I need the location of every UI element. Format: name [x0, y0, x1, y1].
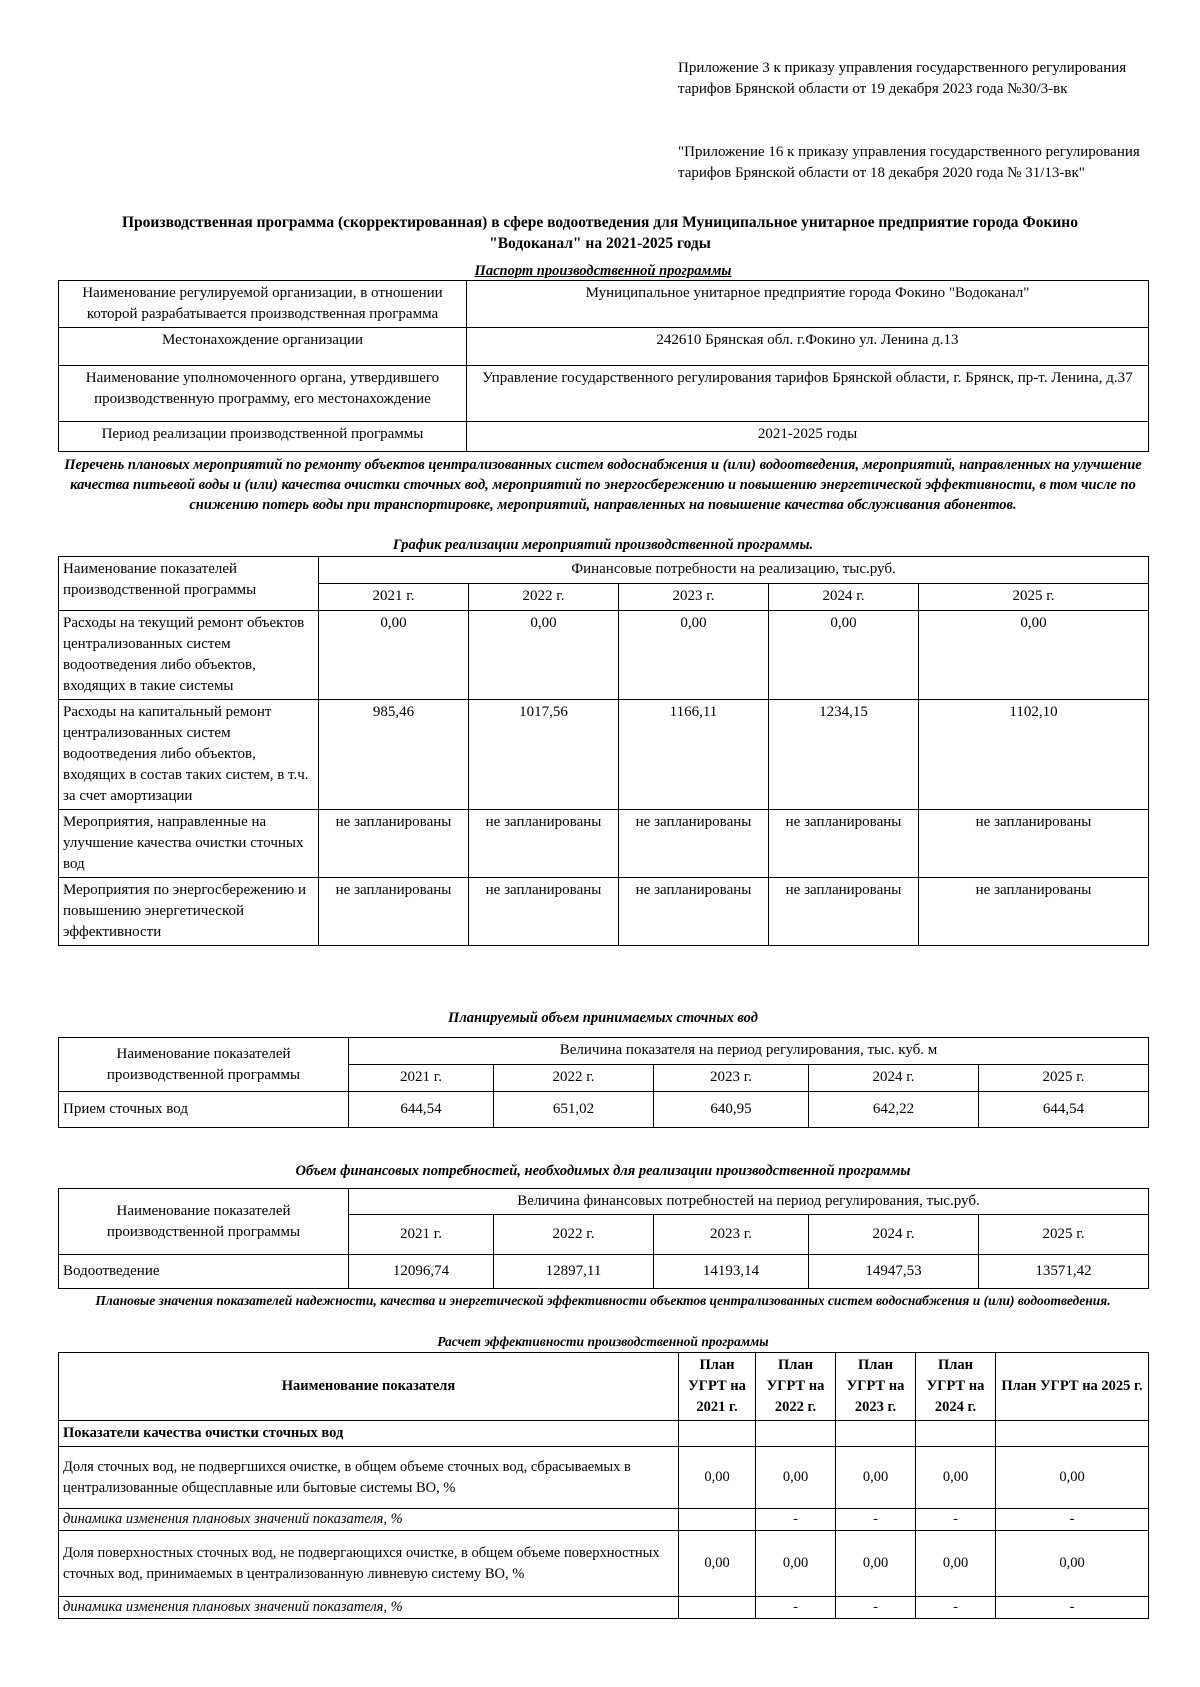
measures-schedule-caption: График реализации мероприятий производственной программы. — [392, 537, 814, 553]
table-row — [59, 1509, 1149, 1531]
year-header: 2024 г. — [769, 584, 919, 611]
measures-caption: Перечень плановых мероприятий по ремонту объектов централизованных систем водоснабжения и (или) водоотведения, мероприятий, направленных на улучшение качества питьевой воды и (или) качества очистки сточных вод, мероприятий по энергосбережению и повышению энергетической эффективности, в том числе по снижению потерь воды при транспортировке, мероприятий, направленных на повышение качества обслуживания абонентов. — [64, 457, 1142, 513]
cell-value: 0,00 — [319, 611, 469, 700]
cell-value: не запланированы — [919, 810, 1149, 878]
cell-value: 0,00 — [836, 1531, 916, 1597]
cell-value: 1234,15 — [769, 700, 919, 810]
table-row — [59, 1597, 1149, 1619]
plan-header: План УГРТ на 2021 г. — [679, 1353, 756, 1421]
measures-head-group: Финансовые потребности на реализацию, тыс.руб. — [319, 557, 1149, 584]
passport-value: 2021-2025 годы — [467, 422, 1149, 452]
cell-value: не запланированы — [769, 810, 919, 878]
volume-caption: Планируемый объем принимаемых сточных вод — [448, 1010, 758, 1026]
table-row — [59, 611, 1149, 700]
cell-value: не запланированы — [619, 810, 769, 878]
passport-value: Муниципальное унитарное предприятие города Фокино "Водоканал" — [467, 281, 1149, 328]
cell-value: 0,00 — [756, 1447, 836, 1509]
indicators-caption: Плановые значения показателей надежности, качества и энергетической эффективности объектов централизованных систем водоснабжения и (или) водоотведения. — [95, 1293, 1111, 1308]
table-row — [59, 700, 1149, 810]
cell-value: 13571,42 — [979, 1255, 1149, 1289]
annex-note-1: Приложение 3 к приказу управления государственного регулирования тарифов Брянской области от 19 декабря 2023 года №30/3-вк — [678, 60, 1127, 97]
year-header: 2024 г. — [809, 1065, 979, 1092]
cell-value: 642,22 — [809, 1092, 979, 1128]
passport-label: Период реализации производственной программы — [59, 422, 467, 452]
passport-row — [59, 328, 1149, 366]
row-label: динамика изменения плановых значений показателя, % — [59, 1509, 679, 1531]
year-header: 2022 г. — [469, 584, 619, 611]
section-label: Показатели качества очистки сточных вод — [59, 1421, 679, 1447]
cell-value: не запланированы — [619, 878, 769, 946]
cell-value: не запланированы — [319, 878, 469, 946]
cell-value: 0,00 — [836, 1447, 916, 1509]
cell-value — [679, 1509, 756, 1531]
row-label: Доля сточных вод, не подвергшихся очистке, в общем объеме сточных вод, сбрасываемых в централизованные общесплавные или бытовые системы ВО, % — [59, 1447, 679, 1509]
plan-header: План УГРТ на 2024 г. — [916, 1353, 996, 1421]
cell-value: не запланированы — [469, 878, 619, 946]
cell-value: 0,00 — [469, 611, 619, 700]
cell-value: 0,00 — [916, 1447, 996, 1509]
passport-label: Наименование регулируемой организации, в отношении которой разрабатывается производственная программа — [59, 281, 467, 328]
cell-value: - — [916, 1597, 996, 1619]
cell-value: 0,00 — [769, 611, 919, 700]
year-header: 2021 г. — [349, 1215, 494, 1255]
row-label: Водоотведение — [59, 1255, 349, 1289]
indicators-table — [58, 1352, 1149, 1619]
indicators-head-label: Наименование показателя — [59, 1353, 679, 1421]
cell-value: не запланированы — [469, 810, 619, 878]
title-line-2: "Водоканал" на 2021-2025 годы — [489, 235, 711, 252]
passport-value: 242610 Брянская обл. г.Фокино ул. Ленина д.13 — [467, 328, 1149, 366]
cell-value: - — [756, 1597, 836, 1619]
table-row — [59, 1531, 1149, 1597]
volume-table — [58, 1037, 1149, 1128]
cell-value: не запланированы — [919, 878, 1149, 946]
cell-value: 640,95 — [654, 1092, 809, 1128]
plan-header: План УГРТ на 2025 г. — [996, 1353, 1149, 1421]
row-label: Расходы на капитальный ремонт централизованных систем водоотведения либо объектов, входящих в состав таких систем, в т.ч. за счет амортизации — [59, 700, 319, 810]
finance-caption: Объем финансовых потребностей, необходимых для реализации производственной программы — [295, 1163, 911, 1179]
cell-value: 651,02 — [494, 1092, 654, 1128]
passport-label: Наименование уполномоченного органа, утвердившего производственную программу, его местонахождение — [59, 366, 467, 422]
cell-value: 985,46 — [319, 700, 469, 810]
row-label: Мероприятия, направленные на улучшение качества очистки сточных вод — [59, 810, 319, 878]
cell-value: не запланированы — [769, 878, 919, 946]
year-header: 2023 г. — [654, 1065, 809, 1092]
volume-head-label: Наименование показателей производственной программы — [59, 1038, 349, 1092]
passport-row — [59, 366, 1149, 422]
cell-value: - — [996, 1597, 1149, 1619]
cell-value: 14947,53 — [809, 1255, 979, 1289]
title-line-1: Производственная программа (скорректированная) в сфере водоотведения для Муниципальное унитарное предприятие города Фокино — [121, 214, 1078, 231]
year-header: 2025 г. — [979, 1215, 1149, 1255]
volume-head-group: Величина показателя на период регулирования, тыс. куб. м — [349, 1038, 1149, 1065]
cell-value: 0,00 — [919, 611, 1149, 700]
passport-row — [59, 422, 1149, 452]
cell-value: 0,00 — [996, 1447, 1149, 1509]
row-label: Расходы на текущий ремонт объектов централизованных систем водоотведения либо объектов, входящих в такие системы — [59, 611, 319, 700]
indicators-efficiency-caption: Расчет эффективности производственной программы — [437, 1334, 769, 1349]
cell-value: 644,54 — [979, 1092, 1149, 1128]
cell-value: 1166,11 — [619, 700, 769, 810]
row-label: динамика изменения плановых значений показателя, % — [59, 1597, 679, 1619]
row-label: Прием сточных вод — [59, 1092, 349, 1128]
cell-value: 0,00 — [679, 1447, 756, 1509]
table-row — [59, 878, 1149, 946]
year-header: 2021 г. — [349, 1065, 494, 1092]
plan-header: План УГРТ на 2023 г. — [836, 1353, 916, 1421]
cell-value: 0,00 — [916, 1531, 996, 1597]
document-title — [60, 212, 1140, 254]
finance-table — [58, 1188, 1149, 1289]
passport-row — [59, 281, 1149, 328]
plan-header: План УГРТ на 2022 г. — [756, 1353, 836, 1421]
cell-value: - — [836, 1509, 916, 1531]
cell-value: 644,54 — [349, 1092, 494, 1128]
year-header: 2023 г. — [654, 1215, 809, 1255]
cell-value: 0,00 — [679, 1531, 756, 1597]
cell-value: - — [916, 1509, 996, 1531]
cell-value — [679, 1597, 756, 1619]
passport-value: Управление государственного регулирования тарифов Брянской области, г. Брянск, пр-т. Ленина, д.37 — [467, 366, 1149, 422]
table-row — [59, 1255, 1149, 1289]
cell-value: 0,00 — [996, 1531, 1149, 1597]
passport-table — [58, 280, 1149, 452]
finance-head-label: Наименование показателей производственной программы — [59, 1189, 349, 1255]
row-label: Доля поверхностных сточных вод, не подвергающихся очистке, в общем объеме поверхностных сточных вод, принимаемых в централизованную ливневую систему ВО, % — [59, 1531, 679, 1597]
measures-head-label: Наименование показателей производственной программы — [59, 557, 319, 611]
cell-value: - — [996, 1509, 1149, 1531]
finance-head-group: Величина финансовых потребностей на период регулирования, тыс.руб. — [349, 1189, 1149, 1215]
passport-caption: Паспорт производственной программы — [474, 263, 732, 279]
cell-value: 14193,14 — [654, 1255, 809, 1289]
year-header: 2022 г. — [494, 1065, 654, 1092]
cell-value: 12897,11 — [494, 1255, 654, 1289]
row-label: Мероприятия по энергосбережению и повышению энергетической эффективности — [59, 878, 319, 946]
year-header: 2025 г. — [919, 584, 1149, 611]
year-header: 2022 г. — [494, 1215, 654, 1255]
passport-label: Местонахождение организации — [59, 328, 467, 366]
cell-value: 1017,56 — [469, 700, 619, 810]
cell-value: - — [836, 1597, 916, 1619]
year-header: 2021 г. — [319, 584, 469, 611]
table-row — [59, 1092, 1149, 1128]
year-header: 2025 г. — [979, 1065, 1149, 1092]
cell-value: не запланированы — [319, 810, 469, 878]
cell-value: 0,00 — [756, 1531, 836, 1597]
table-row — [59, 1447, 1149, 1509]
cell-value: - — [756, 1509, 836, 1531]
cell-value: 1102,10 — [919, 700, 1149, 810]
year-header: 2023 г. — [619, 584, 769, 611]
cell-value: 12096,74 — [349, 1255, 494, 1289]
table-row — [59, 810, 1149, 878]
year-header: 2024 г. — [809, 1215, 979, 1255]
annex-note-2: "Приложение 16 к приказу управления государственного регулирования тарифов Брянской области от 18 декабря 2020 года № 31/13-вк" — [678, 144, 1140, 181]
measures-table — [58, 556, 1149, 946]
cell-value: 0,00 — [619, 611, 769, 700]
